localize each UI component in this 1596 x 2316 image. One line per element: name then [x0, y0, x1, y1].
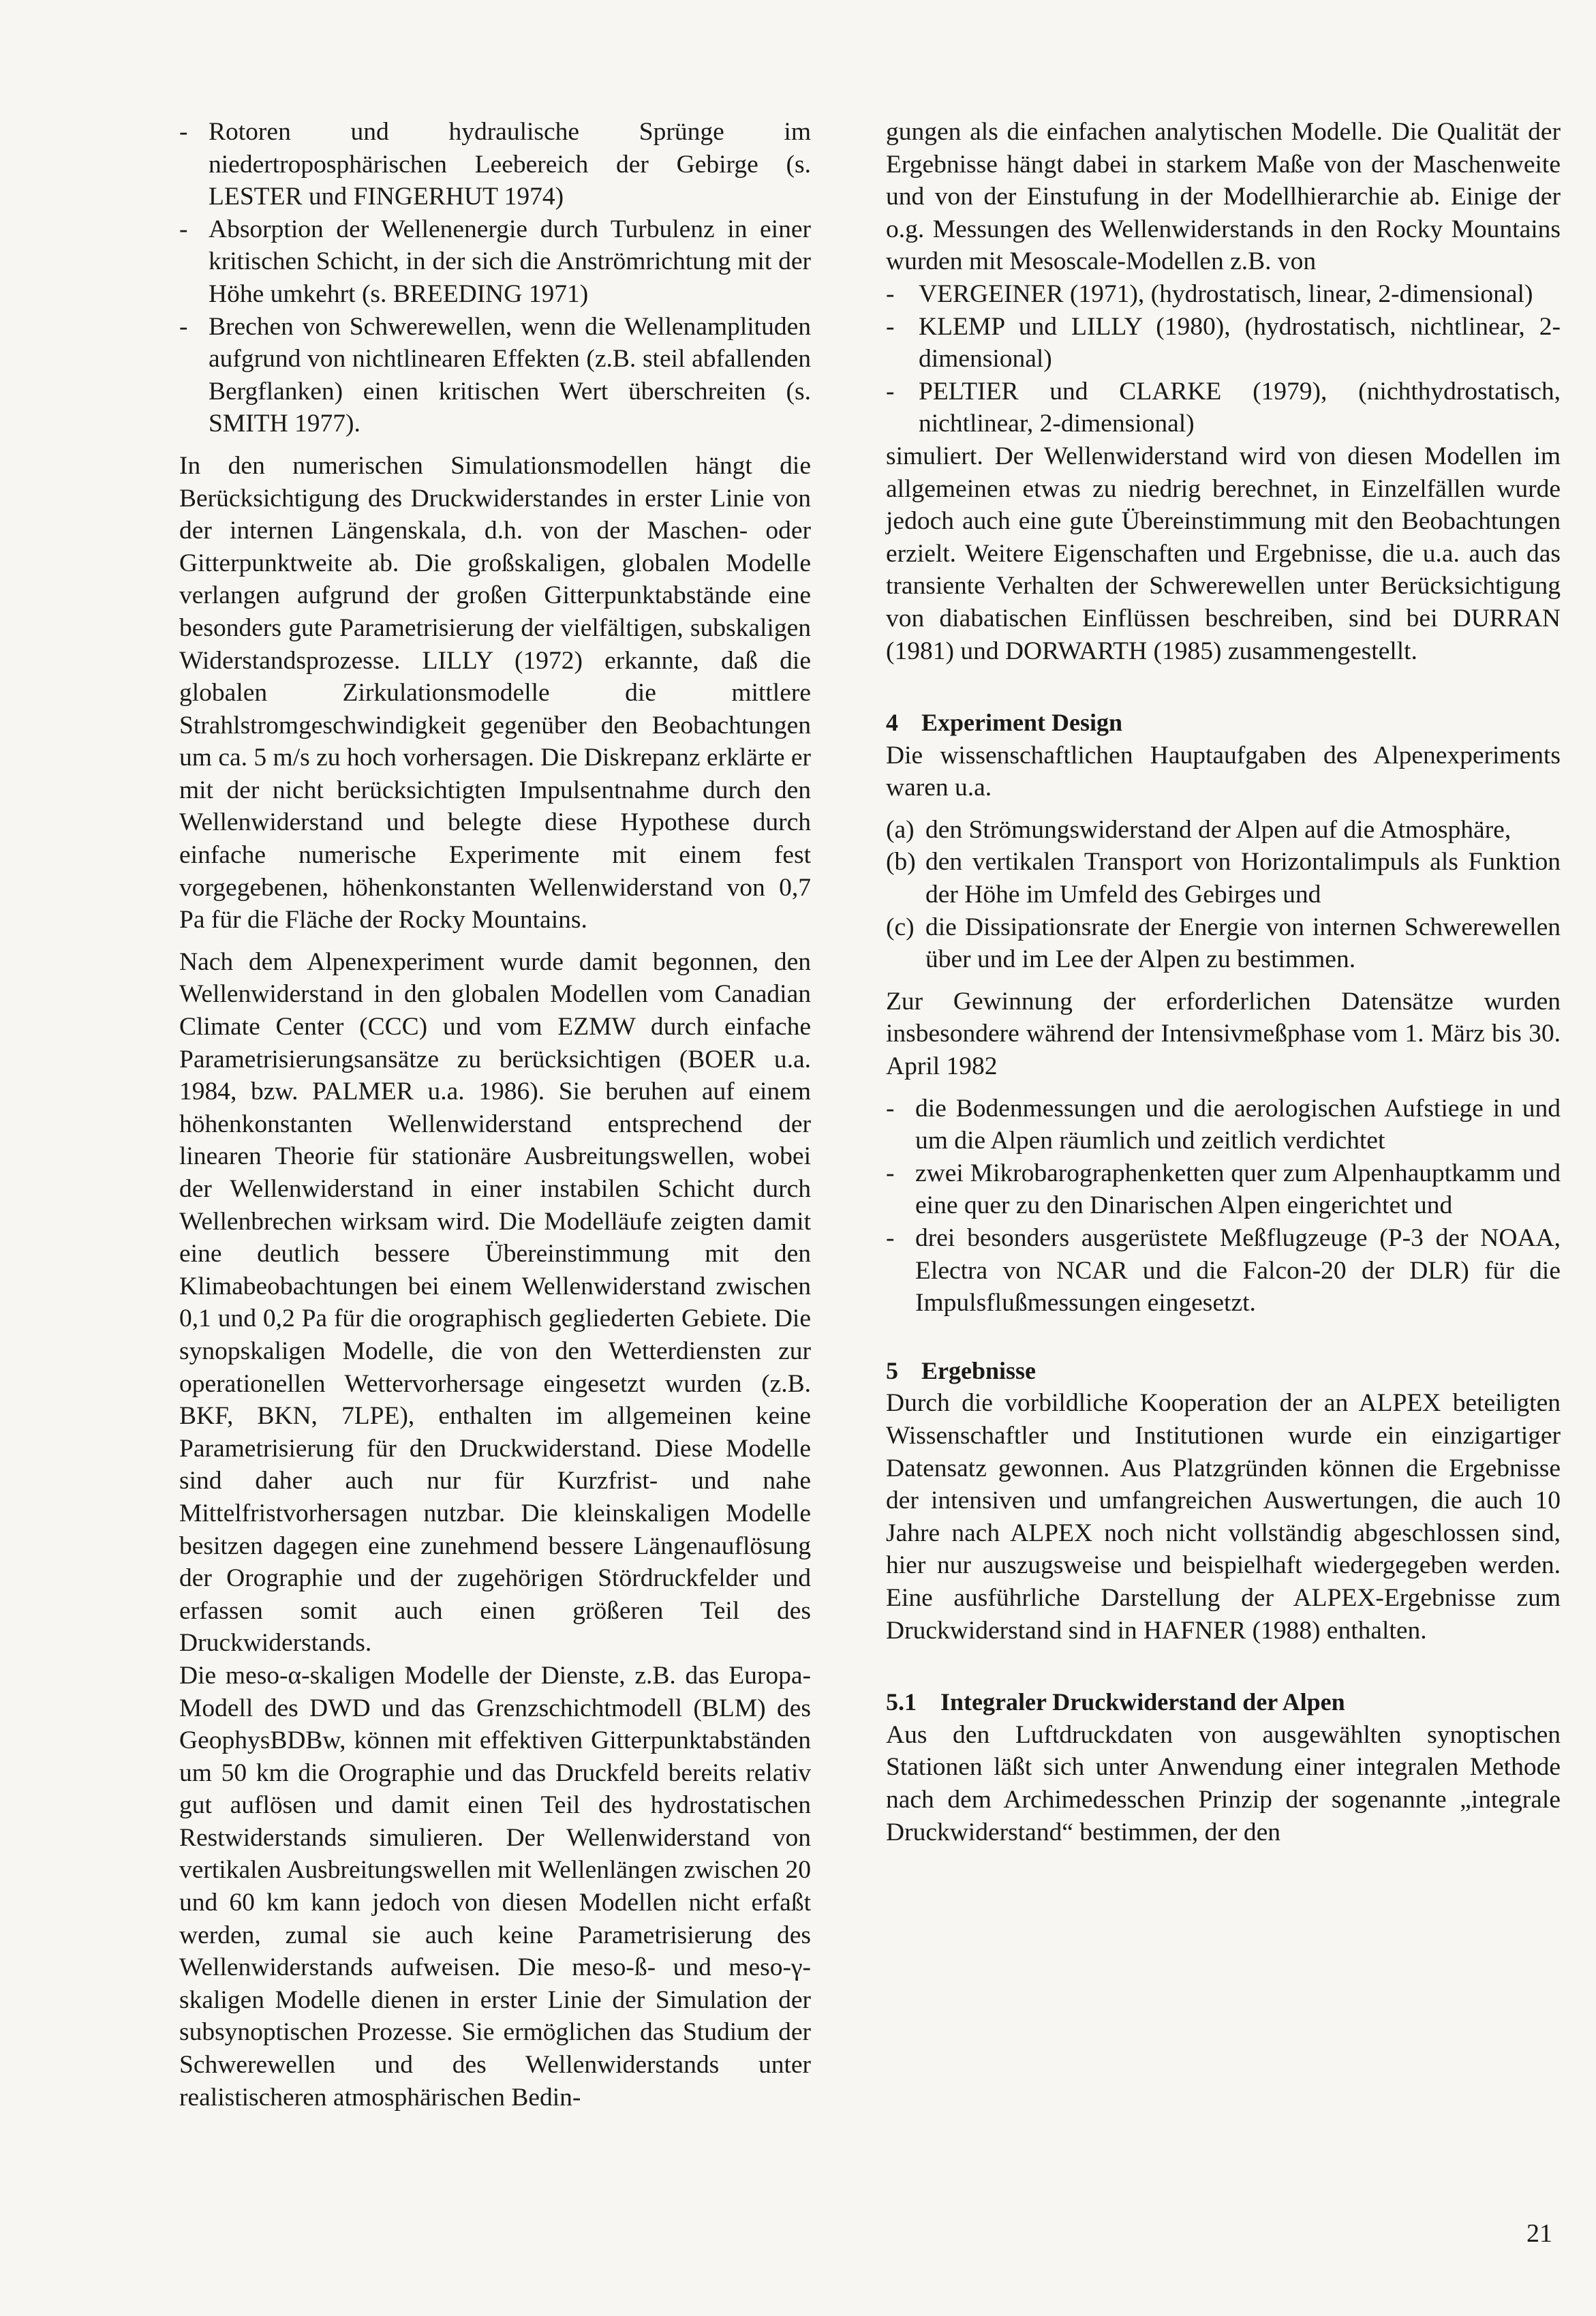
list-item: [886, 311, 1561, 376]
bullet-marker: -: [886, 312, 895, 341]
list-item: [179, 311, 811, 440]
list-item: [179, 213, 811, 311]
list-item: [886, 1157, 1561, 1222]
section-number: 4: [886, 709, 898, 737]
paragraph: simuliert. Der Wellenwiderstand wird von diesen Modellen im allgemeinen etwas zu niedrig berechnet, in Einzelfällen wurde jedoch auch eine gute Übereinstimmung mit den Beobachtungen erzielt. Weitere Eigenschaften und Ergebnisse, die u.a. auch das transiente Verhalten der Schwerewellen unter Berücksichtigung von diabatischen Einflüssen beschreiben, sind bei DURRAN (1981) und DORWARTH (1985) zusammengestellt.: [886, 442, 1561, 665]
bullet-marker: -: [886, 279, 895, 308]
list-item-text: zwei Mikrobarographenketten quer zum Alpenhauptkamm und eine quer zu den Dinarischen Alpen eingerichtet und: [915, 1159, 1561, 1220]
list-label: (c): [886, 913, 915, 941]
list-item-text: die Bodenmessungen und die aerologischen Aufstiege in und um die Alpen räumlich und zeitlich verdichtet: [915, 1094, 1561, 1155]
paragraph: In den numerischen Simulationsmodellen hängt die Berücksichtigung des Druckwiderstandes in erster Linie von der internen Längenskala, d.h. von der Maschen- oder Gitterpunktweite ab. Die großskaligen, globalen Modelle verlangen aufgrund der großen Gitterpunktabstände eine besonders gute Parametrisierung der vielfältigen, subskaligen Widerstandsprozesse. LILLY (1972) erkannte, daß die globalen Zirkulationsmodelle die mittlere Strahlstromgeschwindigkeit gegenüber den Beobachtungen um ca. 5 m/s zu hoch vorhersagen. Die Diskrepanz erklärte er mit der nicht berücksichtigten Impulsentnahme durch den Wellenwiderstand und belegte diese Hypothese durch einfache numerische Experimente mit einem fest vorgegebenen, höhenkonstanten Wellenwiderstand von 0,7 Pa für die Fläche der Rocky Mountains.: [179, 451, 811, 934]
list-label: (a): [886, 815, 915, 844]
bullet-marker: -: [179, 312, 188, 341]
list-item: [886, 1222, 1561, 1320]
list-item-text: VERGEINER (1971), (hydrostatisch, linear, 2-dimensional): [919, 279, 1533, 308]
list-item: [886, 814, 1561, 847]
bullet-marker: -: [886, 1159, 895, 1187]
list-item-text: die Dissipationsrate der Energie von internen Schwerewellen über und im Lee der Alpen zu bestimmen.: [925, 913, 1561, 974]
paragraph: gungen als die einfachen analytischen Modelle. Die Qualität der Ergebnisse hängt dabei in starkem Maße von der Maschenweite und von der Einstufung in der Modellhierarchie ab. Einige der o.g. Messungen des Wellenwiderstands in den Rocky Mountains wurden mit Mesoscale-Modellen z.B. von: [886, 118, 1561, 276]
list-item: [886, 911, 1561, 976]
bullet-marker: -: [886, 1094, 895, 1123]
left-column: [179, 116, 811, 2114]
section-number: 5: [886, 1356, 898, 1384]
list-item-text: drei besonders ausgerüstete Meßflugzeuge (P-3 der NOAA, Electra von NCAR und die Falcon-20 der DLR) für die Impulsflußmessungen eingesetzt.: [915, 1224, 1561, 1317]
paragraph: Die meso-α-skaligen Modelle der Dienste, z.B. das Europa-Modell des DWD und das Grenzschichtmodell (BLM) des GeophysBDBw, können mit effektiven Gitterpunktabständen um 50 km die Orographie und das Druckfeld bereits relativ gut auflösen und damit einen Teil des hydrostatischen Restwiderstands simulieren. Der Wellenwiderstand von vertikalen Ausbreitungswellen mit Wellenlängen zwischen 20 und 60 km kann jedoch von diesen Modellen nicht erfaßt werden, zumal sie auch keine Parametrisierung des Wellenwiderstands aufweisen. Die meso-ß- und meso-γ-skaligen Modelle dienen in erster Linie der Simulation der subsynoptischen Prozesse. Sie ermöglichen das Studium der Schwerewellen und des Wellenwiderstands unter realistischeren atmosphärischen Bedin-: [179, 1661, 811, 2112]
bullet-marker: -: [179, 118, 188, 146]
list-item-text: den vertikalen Transport von Horizontalimpuls als Funktion der Höhe im Umfeld des Gebirges und: [925, 848, 1561, 909]
list-item: [886, 376, 1561, 440]
page-number: 21: [1526, 2219, 1552, 2248]
list-item-text: Absorption der Wellenenergie durch Turbulenz in einer kritischen Schicht, in der sich die Anströmrichtung mit der Höhe umkehrt (s. BREEDING 1971): [209, 215, 811, 308]
right-column: [886, 116, 1561, 1848]
list-item: [886, 278, 1561, 311]
bullet-marker: -: [886, 1224, 895, 1252]
section-heading: [886, 1686, 1561, 1719]
list-item: [886, 846, 1561, 911]
bullet-marker: -: [886, 377, 895, 406]
section-title: Ergebnisse: [921, 1356, 1037, 1384]
list-item-text: PELTIER und CLARKE (1979), (nichthydrostatisch, nichtlinear, 2-dimensional): [919, 377, 1561, 438]
list-item-text: Brechen von Schwerewellen, wenn die Wellenamplituden aufgrund von nichtlinearen Effekten (z.B. steil abfallenden Bergflanken) einen kritischen Wert überschreiten (s. SMITH 1977).: [209, 312, 811, 438]
list-item-text: Rotoren und hydraulische Sprünge im niedertroposphärischen Leebereich der Gebirge (s. LESTER und FINGERHUT 1974): [209, 118, 811, 211]
list-label: (b): [886, 848, 916, 877]
bullet-marker: -: [179, 215, 188, 243]
paragraph: Nach dem Alpenexperiment wurde damit begonnen, den Wellenwiderstand in den globalen Modellen vom Canadian Climate Center (CCC) und vom EZMW durch einfache Parametrisierungsansätze zu berücksichtigen (BOER u.a. 1984, bzw. PALMER u.a. 1986). Sie beruhen auf einem höhenkonstanten Wellenwiderstand entsprechend der linearen Theorie für stationäre Ausbreitungswellen, wobei der Wellenwiderstand in einer instabilen Schicht durch Wellenbrechen wirksam wird. Die Modelläufe zeigten damit eine deutlich bessere Übereinstimmung mit den Klimabeobachtungen bei einem Wellenwiderstand zwischen 0,1 und 0,2 Pa für die orographisch gegliederten Gebiete. Die synopskaligen Modelle, die von den Wetterdiensten zur operationellen Wettervorhersage eingesetzt wurden (z.B. BKF, BKN, 7LPE), enthalten im allgemeinen keine Parametrisierung für den Druckwiderstand. Diese Modelle sind daher auch nur für Kurzfrist- und nahe Mittelfristvorhersagen nutzbar. Die kleinskaligen Modelle besitzen dagegen eine zunehmend bessere Längenauflösung der Orographie und der zugehörigen Stördruckfelder und erfassen somit auch einen größeren Teil des Druckwiderstands.: [179, 947, 811, 1658]
paragraph: Die wissenschaftlichen Hauptaufgaben des Alpenexperiments waren u.a.: [886, 741, 1561, 802]
section-heading: [886, 707, 1561, 740]
section-title: Integraler Druckwiderstand der Alpen: [940, 1688, 1345, 1716]
section-heading: [886, 1355, 1561, 1388]
list-item-text: KLEMP und LILLY (1980), (hydrostatisch, nichtlinear, 2-dimensional): [919, 312, 1561, 374]
list-item-text: den Strömungswiderstand der Alpen auf die Atmosphäre,: [925, 815, 1511, 844]
list-item: [179, 116, 811, 213]
section-title: Experiment Design: [921, 709, 1122, 737]
paragraph: Zur Gewinnung der erforderlichen Datensätze wurden insbesondere während der Intensivmeßphase vom 1. März bis 30. April 1982: [886, 987, 1561, 1081]
section-number: 5.1: [886, 1688, 917, 1716]
paragraph: Durch die vorbildliche Kooperation der an ALPEX beteiligten Wissenschaftler und Institutionen wurde ein einzigartiger Datensatz gewonnen. Aus Platzgründen können die Ergebnisse der intensiven und umfangreichen Auswertungen, die auch 10 Jahre nach ALPEX noch nicht vollständig abgeschlossen sind, hier nur auszugsweise und beispielhaft wiedergegeben werden. Eine ausführliche Darstellung der ALPEX-Ergebnisse zum Druckwiderstand sind in HAFNER (1988) enthalten.: [886, 1389, 1561, 1645]
paragraph: Aus den Luftdruckdaten von ausgewählten synoptischen Stationen läßt sich unter Anwendung einer integralen Methode nach dem Archimedesschen Prinzip der sogenannte „integrale Druckwiderstand“ bestimmen, der den: [886, 1720, 1561, 1846]
list-item: [886, 1093, 1561, 1157]
